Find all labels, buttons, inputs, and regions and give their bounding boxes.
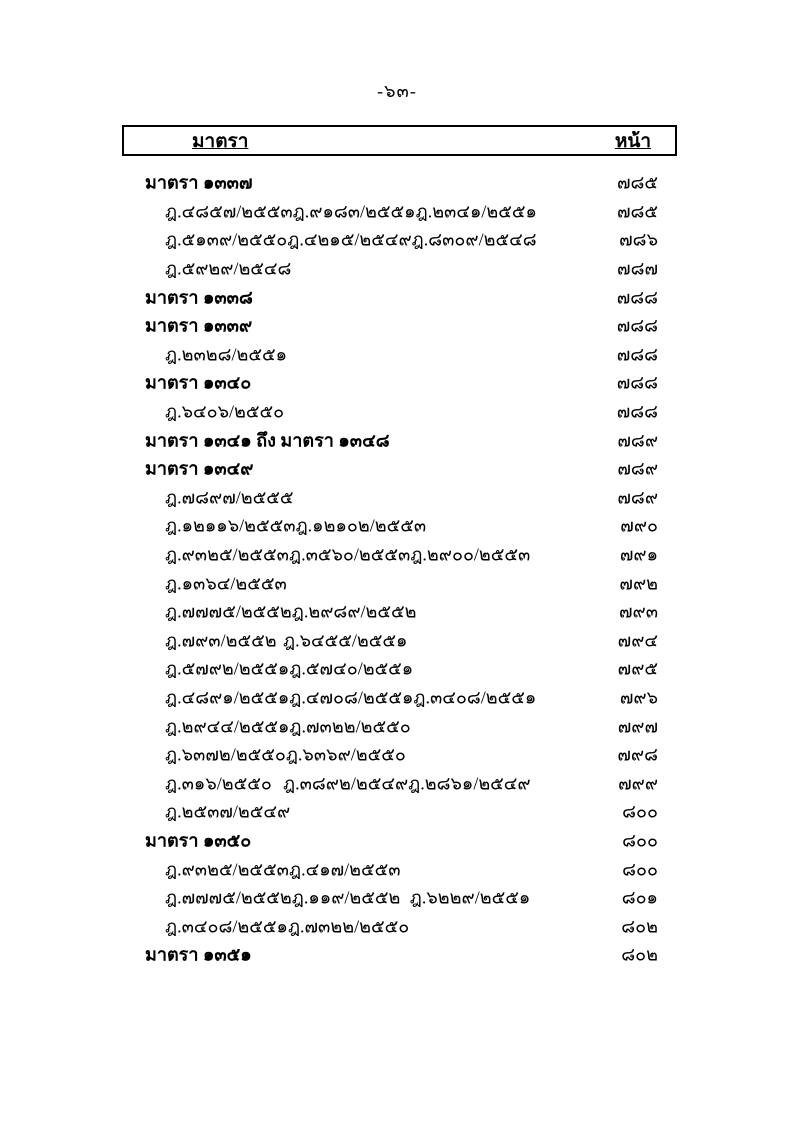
section-label: มาตรา ๑๓๓๘	[145, 287, 253, 308]
row-entries	[165, 397, 284, 426]
row-entries	[165, 740, 406, 769]
section-label: มาตรา ๑๓๔๑ ถึง มาตรา ๑๓๔๘	[145, 430, 390, 451]
citation-row	[0, 797, 794, 826]
row-entries	[165, 625, 407, 654]
case-citation: ฎ.๒๓๔๑/๒๕๕๑	[415, 201, 537, 222]
citation-row	[0, 740, 794, 769]
case-citation: ฎ.๔๘๕๗/๒๕๕๓	[165, 201, 293, 222]
toc-header-box	[122, 125, 677, 156]
citation-row	[0, 225, 794, 254]
row-entries	[165, 225, 537, 254]
case-citation: ฎ.๒๘๖๑/๒๕๔๙	[408, 773, 531, 794]
case-citation: ฎ.๒๙๔๔/๒๕๕๑	[165, 716, 290, 737]
page-number: ๗๙๖	[619, 687, 658, 708]
case-citation: ฎ.๗๗๗๕/๒๕๕๒	[165, 601, 292, 622]
page-number: ๗๘๘	[616, 372, 658, 393]
case-citation: ฎ.๑๒๑๐๒/๒๕๕๓	[295, 515, 427, 536]
row-entries	[145, 825, 251, 854]
page-number: ๗๘๙	[617, 458, 658, 479]
case-citation: ฎ.๕๗๙๒/๒๕๕๑	[165, 658, 290, 679]
row-entries	[165, 597, 416, 626]
row-entries	[145, 311, 252, 340]
section-label: มาตรา ๑๓๕๑	[145, 944, 252, 965]
row-entries	[145, 425, 390, 454]
section-row	[0, 311, 794, 340]
row-entries	[165, 482, 293, 511]
case-citation: ฎ.๔๒๑๕/๒๕๔๙	[287, 229, 412, 250]
page-number: ๗๙๐	[620, 515, 658, 536]
section-row	[0, 940, 794, 969]
case-citation: ฎ.๗๘๙๗/๒๕๕๕	[165, 487, 294, 508]
page-number: ๗๙๓	[618, 601, 658, 622]
case-citation: ฎ.๔๘๙๑/๒๕๕๑	[165, 687, 290, 708]
row-entries	[165, 797, 290, 826]
page-number: ๗๘๕	[616, 201, 658, 222]
citation-row	[0, 568, 794, 597]
citation-row	[0, 654, 794, 683]
case-citation: ฎ.๓๘๙๒/๒๕๔๙	[283, 773, 409, 794]
case-citation: ฎ.๕๑๓๙/๒๕๕๐	[165, 229, 288, 250]
row-entries	[145, 282, 253, 311]
page-number-label: -๖๓-	[377, 81, 417, 101]
case-citation: ฎ.๘๓๐๙/๒๕๔๘	[411, 229, 537, 250]
case-citation: ฎ.๙๓๒๕/๒๕๕๓	[165, 544, 289, 565]
case-citation: ฎ.๗๙๓/๒๕๕๒	[165, 630, 277, 651]
row-entries	[165, 511, 426, 540]
row-entries	[165, 854, 407, 883]
section-label: มาตรา ๑๓๔๐	[145, 372, 252, 393]
citation-row	[0, 597, 794, 626]
citation-row	[0, 911, 794, 940]
row-entries	[165, 568, 287, 597]
page-number: ๗๘๙	[617, 430, 658, 451]
row-entries	[165, 254, 291, 283]
case-citation: ฎ.๕๙๒๙/๒๕๔๘	[165, 258, 292, 279]
case-citation: ฎ.๔๑๗/๒๕๕๓	[288, 859, 401, 880]
case-citation: ฎ.๙๑๘๓/๒๕๕๑	[292, 201, 416, 222]
row-entries	[165, 654, 413, 683]
case-citation: ฎ.๓๔๐๘/๒๕๕๑	[165, 916, 288, 937]
case-citation: ฎ.๕๗๔๐/๒๕๕๑	[289, 658, 414, 679]
page-number: ๗๙๘	[617, 744, 658, 765]
page-number: ๗๘๘	[616, 287, 658, 308]
citation-row	[0, 197, 794, 226]
citation-row	[0, 511, 794, 540]
row-entries	[165, 682, 536, 711]
section-row	[0, 454, 794, 483]
row-entries	[145, 368, 251, 397]
page-number: ๗๘๘	[616, 344, 658, 365]
row-entries	[145, 168, 253, 197]
row-entries	[165, 711, 411, 740]
citation-row	[0, 340, 794, 369]
case-citation: ฎ.๒๕๓๗/๒๕๔๙	[165, 801, 291, 822]
page-number: ๗๙๙	[618, 773, 658, 794]
citation-row	[0, 397, 794, 426]
citation-row	[0, 483, 794, 512]
page-number: ๗๘๖	[619, 229, 658, 250]
case-citation: ฎ.๙๓๒๕/๒๕๕๓	[165, 859, 289, 880]
row-entries	[165, 196, 537, 225]
case-citation: ฎ.๗๓๒๒/๒๕๕๐	[287, 916, 410, 937]
case-citation: ฎ.๑๓๖๔/๒๕๕๓	[165, 573, 287, 594]
citation-row	[0, 854, 794, 883]
page-number: ๘๐๐	[622, 830, 658, 851]
case-citation: ฎ.๖๓๗๒/๒๕๕๐	[165, 744, 286, 765]
case-citation: ฎ.๓๔๐๘/๒๕๕๑	[413, 687, 537, 708]
page-number: ๗๘๘	[616, 315, 658, 336]
case-citation: ฎ.๖๓๖๙/๒๕๕๐	[285, 744, 406, 765]
case-citation: ฎ.๖๔๐๖/๒๕๕๐	[165, 401, 285, 422]
case-citation: ฎ.๔๗๐๘/๒๕๕๑	[289, 687, 414, 708]
case-citation: ฎ.๖๔๕๕/๒๕๕๑	[283, 630, 408, 651]
row-entries	[165, 911, 409, 940]
row-entries	[165, 883, 530, 912]
page-number: ๗๙๑	[619, 544, 658, 565]
row-entries	[165, 540, 530, 569]
section-label: มาตรา ๑๓๓๗	[145, 172, 253, 193]
citation-row	[0, 768, 794, 797]
citation-row	[0, 683, 794, 712]
page-number: ๗๘๕	[616, 172, 658, 193]
case-citation: ฎ.๒๙๐๐/๒๕๕๓	[410, 544, 531, 565]
case-citation: ฎ.๗๓๒๒/๒๕๕๐	[289, 716, 411, 737]
case-citation: ฎ.๒๙๘๙/๒๕๕๒	[291, 601, 417, 622]
citation-row	[0, 254, 794, 283]
page-number: ๘๐๒	[621, 916, 658, 937]
page-number: ๘๐๑	[621, 887, 658, 908]
toc-rows	[0, 168, 794, 969]
page-number: ๗๘๙	[617, 487, 658, 508]
section-row	[0, 826, 794, 855]
page-number: ๘๐๐	[622, 801, 658, 822]
section-row	[0, 168, 794, 197]
case-citation: ฎ.๗๗๗๕/๒๕๕๒	[165, 887, 292, 908]
case-citation: ฎ.๑๒๑๑๖/๒๕๕๓	[165, 515, 296, 536]
page-number: ๗๘๘	[616, 401, 658, 422]
page-number: ๗๙๕	[617, 658, 658, 679]
section-row	[0, 282, 794, 311]
page-number: ๗๙๒	[619, 573, 658, 594]
row-entries	[165, 339, 287, 368]
citation-row	[0, 711, 794, 740]
row-entries	[145, 454, 253, 483]
row-entries	[165, 768, 531, 797]
page-number: ๗๙๗	[617, 716, 658, 737]
section-label: มาตรา ๑๓๓๙	[145, 315, 253, 336]
page-number: ๗๙๔	[617, 630, 658, 651]
case-citation: ฎ.๒๓๒๘/๒๕๕๑	[165, 344, 288, 365]
case-citation: ฎ.๓๕๖๐/๒๕๕๓	[288, 544, 411, 565]
section-row	[0, 425, 794, 454]
citation-row	[0, 626, 794, 655]
row-entries	[145, 940, 252, 969]
page-column-header: หน้า	[614, 130, 651, 152]
case-citation: ฎ.๖๒๒๙/๒๕๕๑	[409, 887, 531, 908]
section-column-header: มาตรา	[192, 130, 249, 152]
section-row	[0, 368, 794, 397]
page-number: ๗๘๗	[617, 258, 658, 279]
page-number: ๘๐๐	[622, 859, 658, 880]
section-label: มาตรา ๑๓๔๙	[145, 458, 254, 479]
case-citation: ฎ.๑๑๙/๒๕๕๒	[291, 887, 401, 908]
citation-row	[0, 883, 794, 912]
page-number: ๘๐๒	[621, 944, 658, 965]
section-label: มาตรา ๑๓๕๐	[145, 830, 252, 851]
citation-row	[0, 540, 794, 569]
case-citation: ฎ.๓๑๖/๒๕๕๐	[165, 773, 272, 794]
